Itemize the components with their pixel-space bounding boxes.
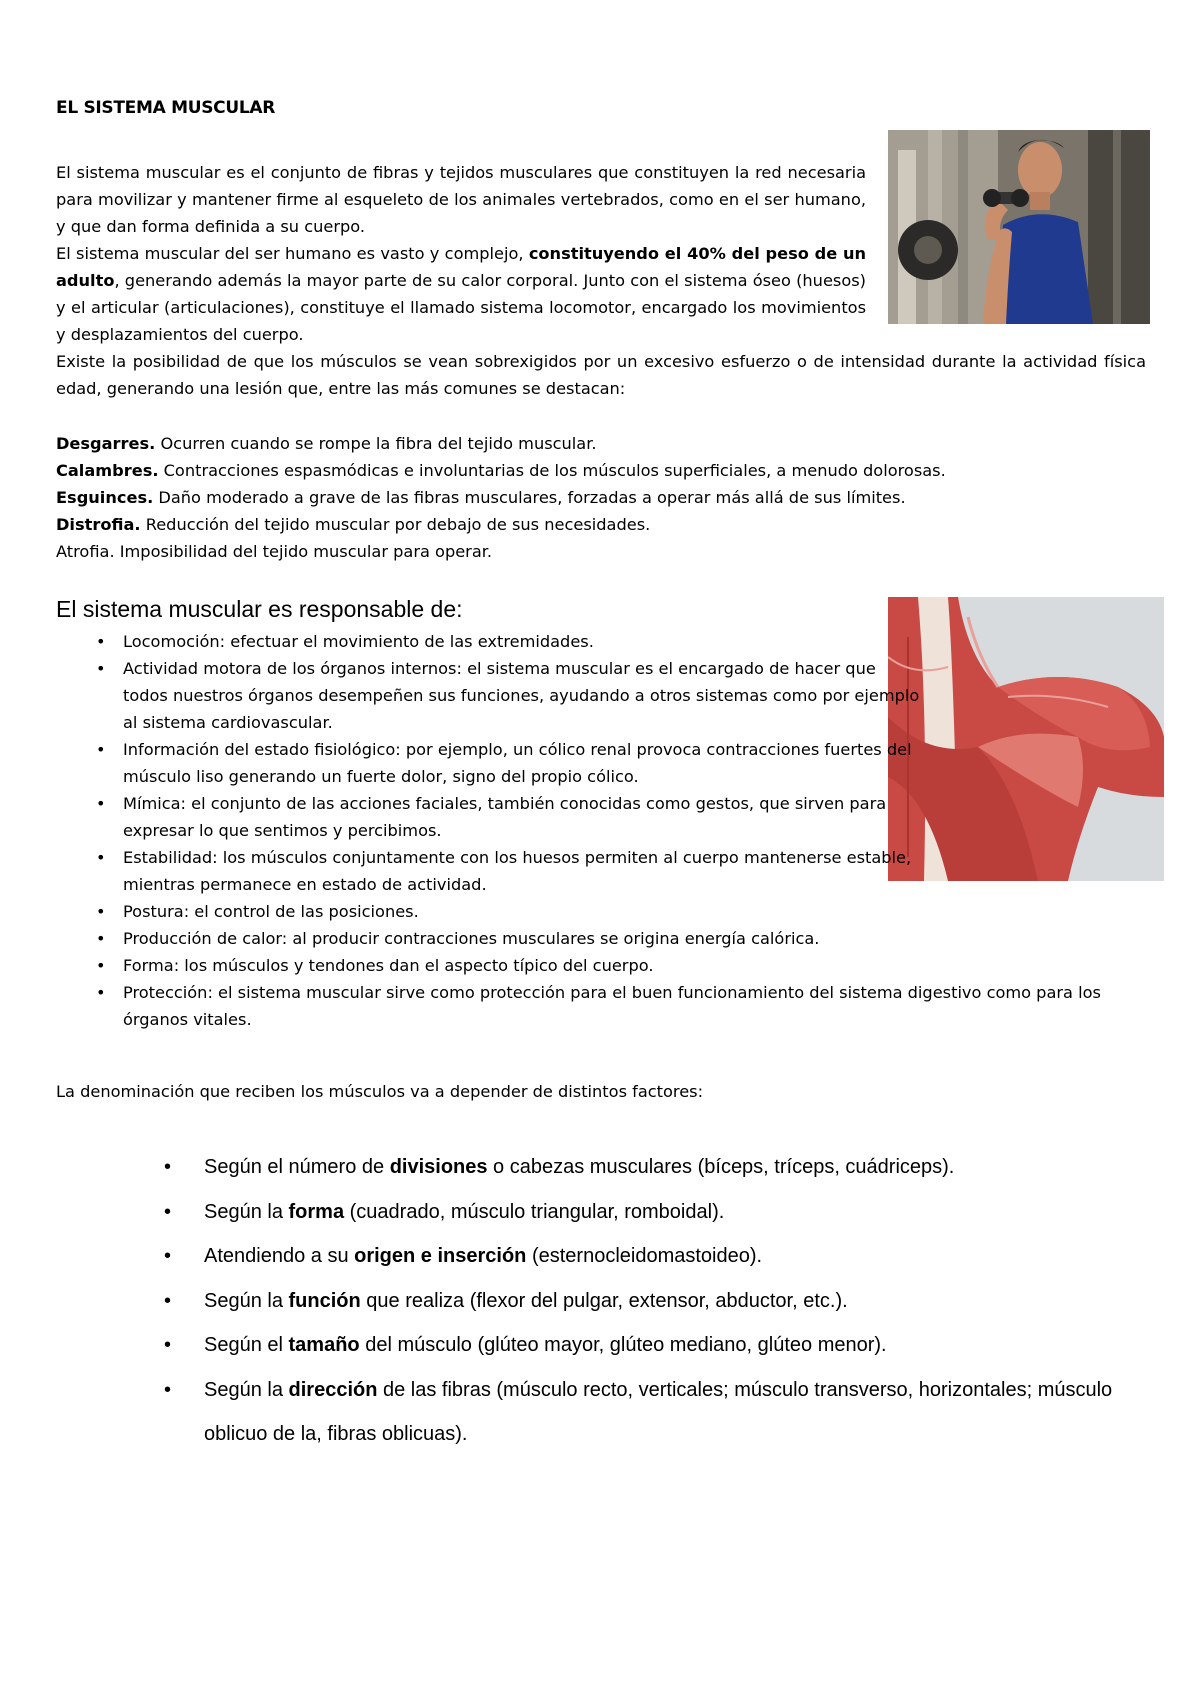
- list-item: [56, 898, 1146, 925]
- responsible-heading: El sistema muscular es responsable de:: [56, 596, 463, 622]
- list-item: [56, 736, 923, 790]
- list-item-text: Producción de calor: al producir contracciones musculares se origina energía calórica.: [123, 929, 820, 948]
- injury-desc: Contracciones espasmódicas e involuntarias de los músculos superficiales, a menudo dolorosas.: [158, 461, 946, 480]
- bullet-icon: •: [96, 848, 106, 867]
- item-text-a: Según el: [204, 1334, 289, 1356]
- list-item: [56, 1145, 1156, 1190]
- list-item-text: Locomoción: efectuar el movimiento de las extremidades.: [123, 632, 594, 651]
- item-text-c: que realiza (flexor del pulgar, extensor, abductor, etc.).: [360, 1289, 848, 1312]
- denomination-list: [56, 1145, 1156, 1457]
- list-item-text: Postura: el control de las posiciones.: [123, 902, 419, 921]
- item-text-a: Según la: [204, 1289, 289, 1312]
- intro-paragraph-3: Existe la posibilidad de que los músculos se vean sobrexigidos por un excesivo esfuerzo o de intensidad durante la actividad física edad, generando una lesión que, entre las más comunes se destacan:: [56, 352, 1146, 398]
- injury-item: [56, 484, 1146, 511]
- denomination-intro: La denominación que reciben los músculos va a depender de distintos factores:: [56, 1082, 704, 1101]
- bullet-icon: •: [96, 983, 106, 1002]
- injuries-list: [56, 430, 1146, 565]
- item-text-bold: tamaño: [288, 1334, 360, 1356]
- list-item-text: Protección: el sistema muscular sirve como protección para el buen funcionamiento del sistema digestivo como para los órganos vitales.: [123, 983, 1101, 1029]
- list-item: [56, 790, 923, 844]
- list-item-text: Forma: los músculos y tendones dan el aspecto típico del cuerpo.: [123, 956, 654, 975]
- bullet-icon: •: [96, 956, 106, 975]
- list-item: [56, 925, 1146, 952]
- bullet-icon: •: [96, 902, 106, 921]
- bullet-icon: •: [96, 929, 106, 948]
- bullet-icon: •: [96, 794, 106, 813]
- intro-paragraph-2: [56, 240, 866, 348]
- bullet-icon: •: [164, 1245, 172, 1267]
- injury-desc: Reducción del tejido muscular por debajo de sus necesidades.: [140, 515, 651, 534]
- bullet-icon: •: [164, 1378, 172, 1401]
- item-text-c: del músculo (glúteo mayor, glúteo mediano, glúteo menor).: [359, 1334, 887, 1356]
- item-text-bold: dirección: [288, 1378, 378, 1401]
- injury-term: Calambres.: [56, 461, 159, 480]
- item-text-c: (cuadrado, músculo triangular, romboidal).: [344, 1200, 725, 1223]
- gym-photo-illustration: [888, 130, 1150, 324]
- list-item-text: Mímica: el conjunto de las acciones faciales, también conocidas como gestos, que sirven para expresar lo que sentimos y percibimos.: [123, 794, 887, 840]
- list-item: [56, 1323, 1156, 1368]
- injury-term: Distrofia.: [56, 515, 141, 534]
- document-title: EL SISTEMA MUSCULAR: [56, 98, 276, 118]
- intro-p2-bold: constituyendo el 40% del peso de un adulto: [56, 244, 867, 290]
- item-text-a: Según el número de: [204, 1156, 390, 1178]
- list-item-text: Estabilidad: los músculos conjuntamente con los huesos permiten al cuerpo mantenerse estable, mientras permanece en estado de actividad.: [123, 848, 912, 894]
- gym-photo: [888, 130, 1150, 324]
- item-text-a: Atendiendo a su: [204, 1245, 355, 1267]
- bullet-icon: •: [96, 740, 106, 759]
- bullet-icon: •: [96, 632, 106, 651]
- bullet-icon: •: [164, 1156, 172, 1178]
- list-item: [56, 655, 923, 736]
- list-item-text: Información del estado fisiológico: por ejemplo, un cólico renal provoca contracciones fuertes del músculo liso generando un fuerte dolor, signo del propio cólico.: [123, 740, 912, 786]
- item-text-bold: origen e inserción: [354, 1245, 527, 1267]
- item-text-bold: forma: [288, 1200, 345, 1223]
- item-text-c: o cabezas musculares (bíceps, tríceps, cuádriceps).: [487, 1156, 955, 1178]
- bullet-icon: •: [164, 1200, 172, 1223]
- injury-item: [56, 457, 1146, 484]
- item-text-c: de las fibras (músculo recto, verticales; músculo transverso, horizontales; músculo oblicuo de la, fibras oblicuas).: [204, 1378, 1113, 1445]
- injury-term: Desgarres.: [56, 434, 156, 453]
- responsible-list: [56, 628, 1146, 1033]
- injury-term: Esguinces.: [56, 488, 154, 507]
- item-text-bold: función: [288, 1289, 361, 1312]
- intro-p2-text-a: El sistema muscular del ser humano es vasto y complejo,: [56, 244, 529, 263]
- item-text-bold: divisiones: [389, 1156, 488, 1178]
- list-item: [56, 1368, 1156, 1457]
- bullet-icon: •: [164, 1289, 172, 1312]
- injury-desc: Daño moderado a grave de las fibras musculares, forzadas a operar más allá de sus límites.: [153, 488, 906, 507]
- list-item: [56, 844, 923, 898]
- list-item-text: Actividad motora de los órganos internos: el sistema muscular es el encargado de hacer que todos nuestros órganos desempeñen sus funciones, ayudando a otros sistemas como por ejemplo al sistema cardiovascular.: [123, 659, 920, 732]
- injury-item: [56, 538, 1146, 565]
- injury-item: [56, 430, 1146, 457]
- intro-paragraph-1: El sistema muscular es el conjunto de fibras y tejidos musculares que constituyen la red necesaria para movilizar y mantener firme al esqueleto de los animales vertebrados, como en el ser humano, y que dan forma definida a su cuerpo.: [56, 163, 866, 236]
- injury-desc: Atrofia. Imposibilidad del tejido muscular para operar.: [56, 542, 493, 561]
- injury-desc: Ocurren cuando se rompe la fibra del tejido muscular.: [155, 434, 597, 453]
- list-item: [56, 952, 1146, 979]
- list-item: [56, 979, 1146, 1033]
- item-text-a: Según la: [204, 1378, 289, 1401]
- bullet-icon: •: [96, 659, 106, 678]
- list-item: [56, 628, 923, 655]
- list-item: [56, 1234, 1156, 1279]
- bullet-icon: •: [164, 1334, 172, 1356]
- item-text-a: Según la: [204, 1200, 289, 1223]
- list-item: [56, 1279, 1156, 1324]
- intro-p2-text-c: , generando además la mayor parte de su calor corporal. Junto con el sistema óseo (huesos) y el articular (articulaciones), constituye el llamado sistema locomotor, encargado los movimientos y desplazamientos del cuerpo.: [56, 271, 866, 344]
- list-item: [56, 1190, 1156, 1235]
- injury-item: [56, 511, 1146, 538]
- item-text-c: (esternocleidomastoideo).: [526, 1245, 763, 1267]
